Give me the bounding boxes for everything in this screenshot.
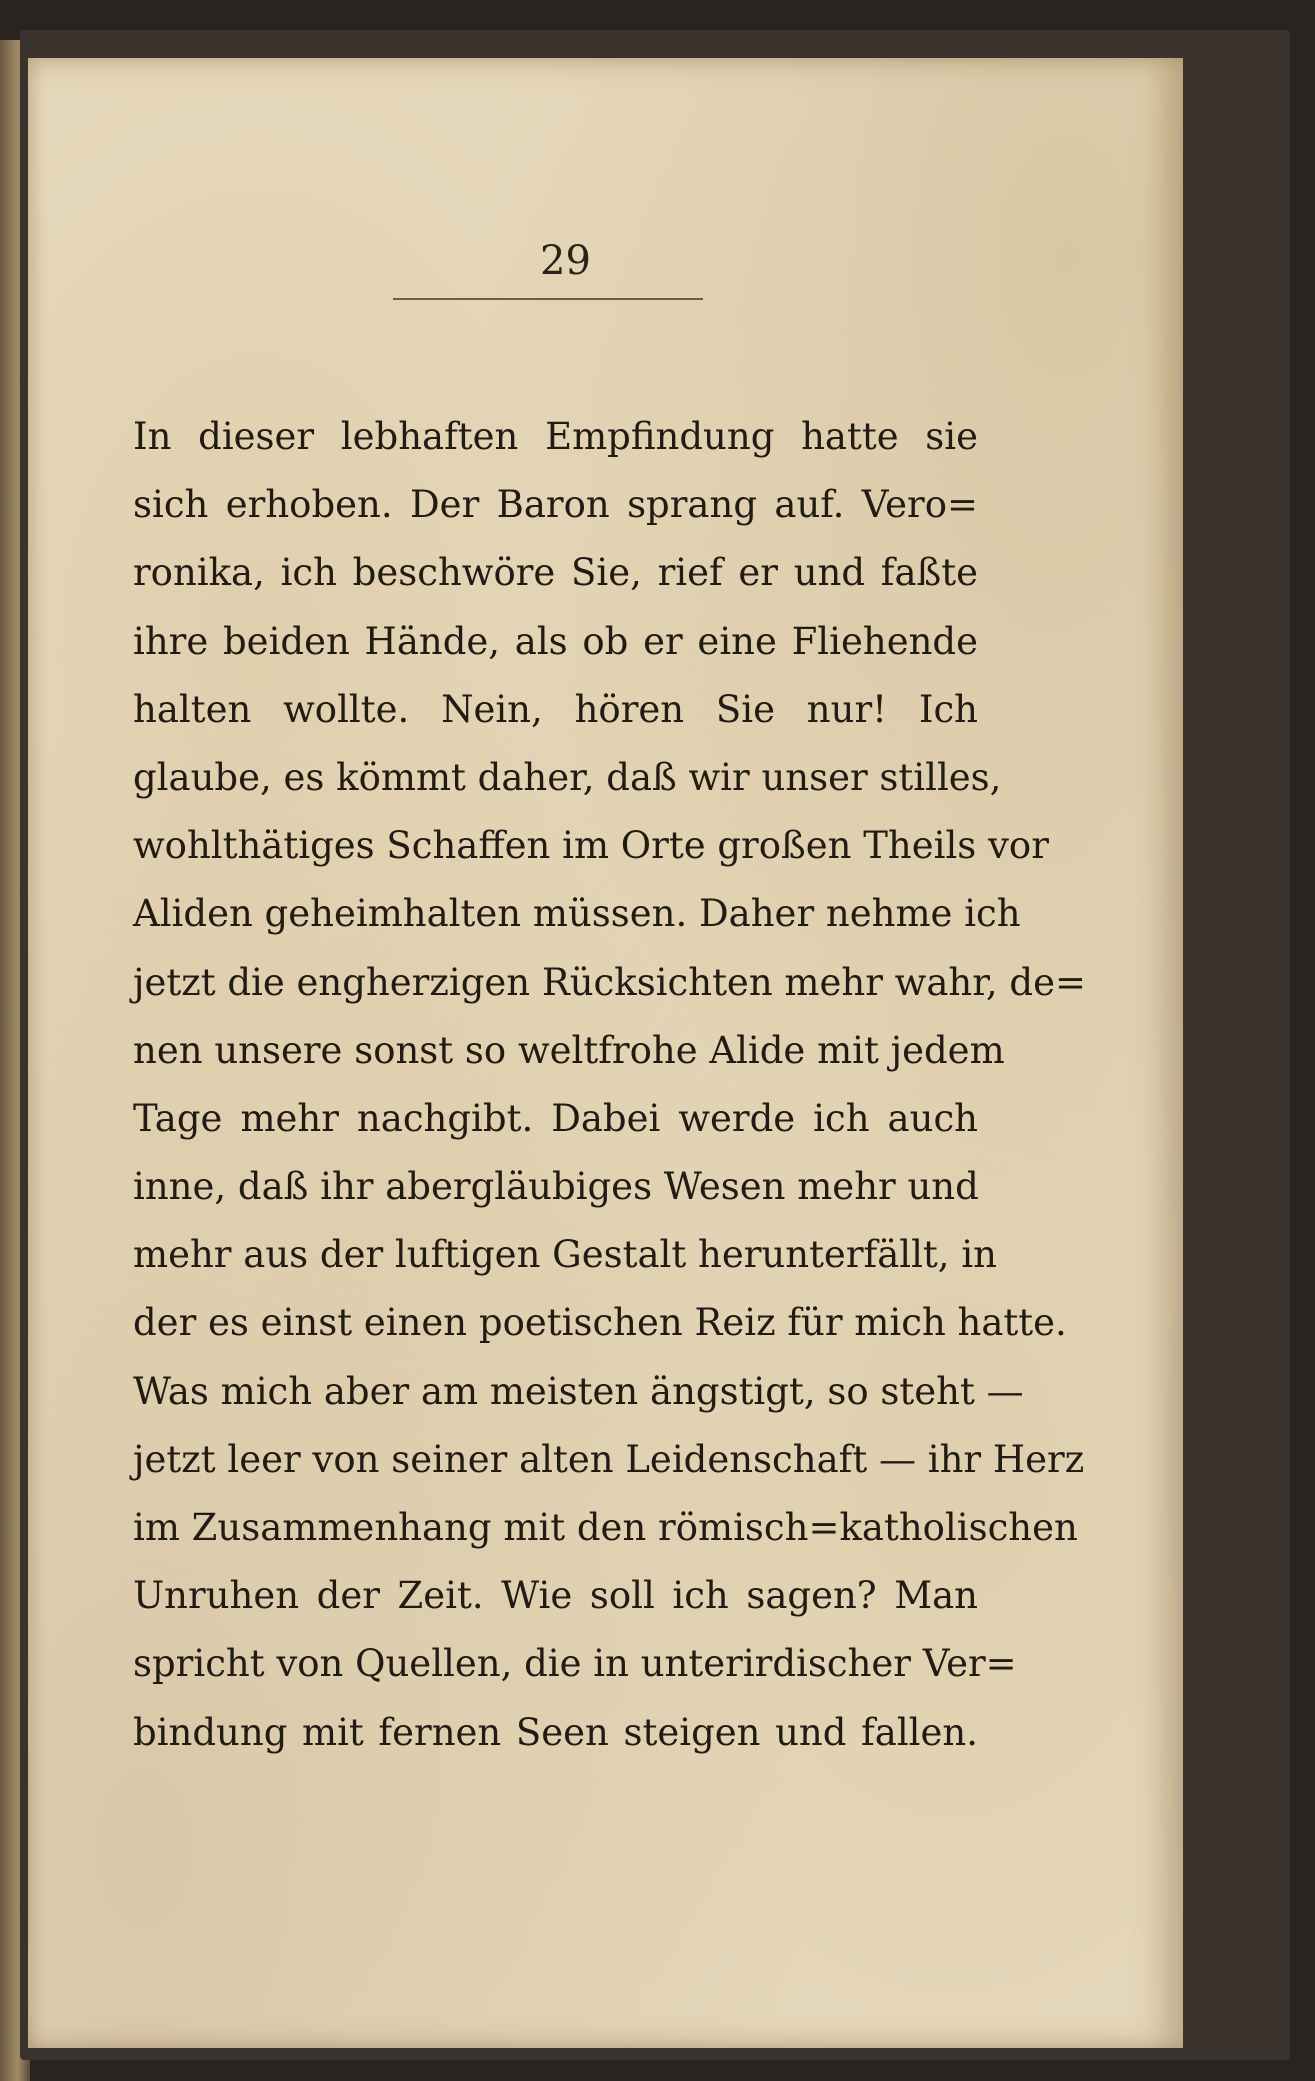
text-line: jetzt die engherzigen Rücksichten mehr wahr, de= — [133, 960, 1086, 1004]
text-line: Tage mehr nachgibt. Dabei werde ich auch — [133, 1096, 978, 1140]
text-line: mehr aus der luftigen Gestalt herunterfällt, in — [133, 1233, 997, 1277]
text-line: Was mich aber am meisten ängstigt, so steht — — [133, 1369, 1024, 1413]
header-rule — [393, 298, 703, 300]
text-line: inne, daß ihr abergläubiges Wesen mehr und — [133, 1165, 979, 1209]
page-number: 29 — [540, 238, 591, 284]
body-text — [133, 403, 1086, 1767]
text-line: Unruhen der Zeit. Wie soll ich sagen? Man — [133, 1574, 978, 1618]
text-line: spricht von Quellen, die in unterirdischer Ver= — [133, 1642, 1017, 1686]
text-line: im Zusammenhang mit den römisch=katholischen — [133, 1506, 1078, 1549]
text-line: sich erhoben. Der Baron sprang auf. Vero= — [133, 483, 978, 527]
text-line: glaube, es kömmt daher, daß wir unser stilles, — [133, 755, 1002, 799]
text-line: nen unsere sonst so weltfrohe Alide mit jedem — [133, 1028, 1005, 1072]
text-line: ihre beiden Hände, als ob er eine Fliehende — [133, 619, 978, 663]
text-line: ronika, ich beschwöre Sie, rief er und faßte — [133, 551, 978, 595]
text-line: der es einst einen poetischen Reiz für mich hatte. — [133, 1301, 1067, 1345]
text-line: wohlthätiges Schaffen im Orte großen Theils vor — [133, 824, 1049, 868]
text-line: halten wollte. Nein, hören Sie nur! Ich — [133, 687, 978, 731]
book-page — [28, 58, 1183, 2048]
text-line: In dieser lebhaften Empfindung hatte sie — [133, 415, 978, 458]
text-line: jetzt leer von seiner alten Leidenschaft — ihr Herz — [133, 1437, 1085, 1481]
text-line: Aliden geheimhalten müssen. Daher nehme ich — [133, 892, 1021, 936]
text-line: bindung mit fernen Seen steigen und fallen. — [133, 1710, 978, 1754]
